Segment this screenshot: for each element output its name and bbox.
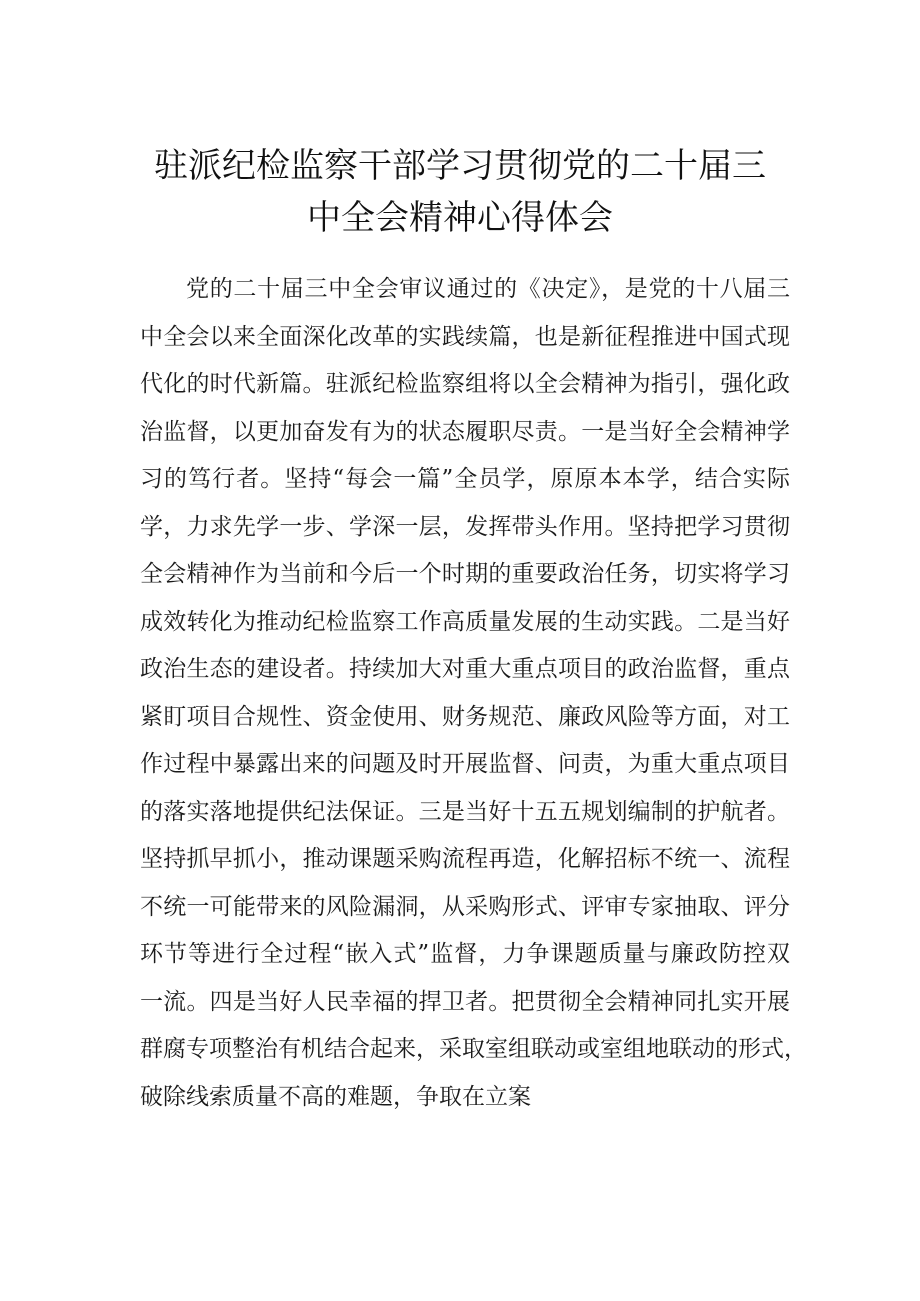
body-line: 的落实落地提供纪法保证。三是当好十五五规划编制的护航者。 <box>140 798 790 825</box>
body-line: 坚持抓早抓小，推动课题采购流程再造，化解招标不统一、流程 <box>140 846 790 872</box>
body-line: 作过程中暴露出来的问题及时开展监督、问责，为重大重点项目 <box>140 751 790 777</box>
document-title <box>120 140 800 244</box>
document-body <box>140 266 807 1121</box>
body-line: 群腐专项整治有机结合起来，采取室组联动或室组地联动的形式， <box>140 1036 807 1062</box>
body-line: 党的二十届三中全会审议通过的《决定》，是党的十八届三 <box>186 276 790 302</box>
body-line: 中全会以来全面深化改革的实践续篇，也是新征程推进中国式现 <box>140 323 790 350</box>
body-line: 一流。四是当好人民幸福的捍卫者。把贯彻全会精神同扎实开展 <box>140 988 790 1015</box>
body-line: 紧盯项目合规性、资金使用、财务规范、廉政风险等方面，对工 <box>140 703 790 730</box>
body-line: 不统一可能带来的风险漏洞，从采购形式、评审专家抽取、评分 <box>140 893 790 920</box>
body-line: 学，力求先学一步、学深一层，发挥带头作用。坚持把学习贯彻 <box>140 513 790 540</box>
title-line-1: 驻派纪检监察干部学习贯彻党的二十届三 <box>154 146 766 186</box>
title-line-2: 中全会精神心得体会 <box>307 198 613 238</box>
body-line: 习的笃行者。坚持“每会一篇”全员学，原原本本学，结合实际 <box>140 466 790 492</box>
body-line: 代化的时代新篇。驻派纪检监察组将以全会精神为指引，强化政 <box>140 371 790 397</box>
body-line: 治监督，以更加奋发有为的状态履职尽责。一是当好全会精神学 <box>140 418 790 445</box>
body-line: 全会精神作为当前和今后一个时期的重要政治任务，切实将学习 <box>140 561 790 587</box>
body-line: 成效转化为推动纪检监察工作高质量发展的生动实践。二是当好 <box>140 608 790 635</box>
body-line: 环节等进行全过程“嵌入式”监督，力争课题质量与廉政防控双 <box>140 941 790 967</box>
body-line: 破除线索质量不高的难题，争取在立案 <box>140 1083 531 1110</box>
body-line: 政治生态的建设者。持续加大对重大重点项目的政治监督，重点 <box>140 656 790 682</box>
